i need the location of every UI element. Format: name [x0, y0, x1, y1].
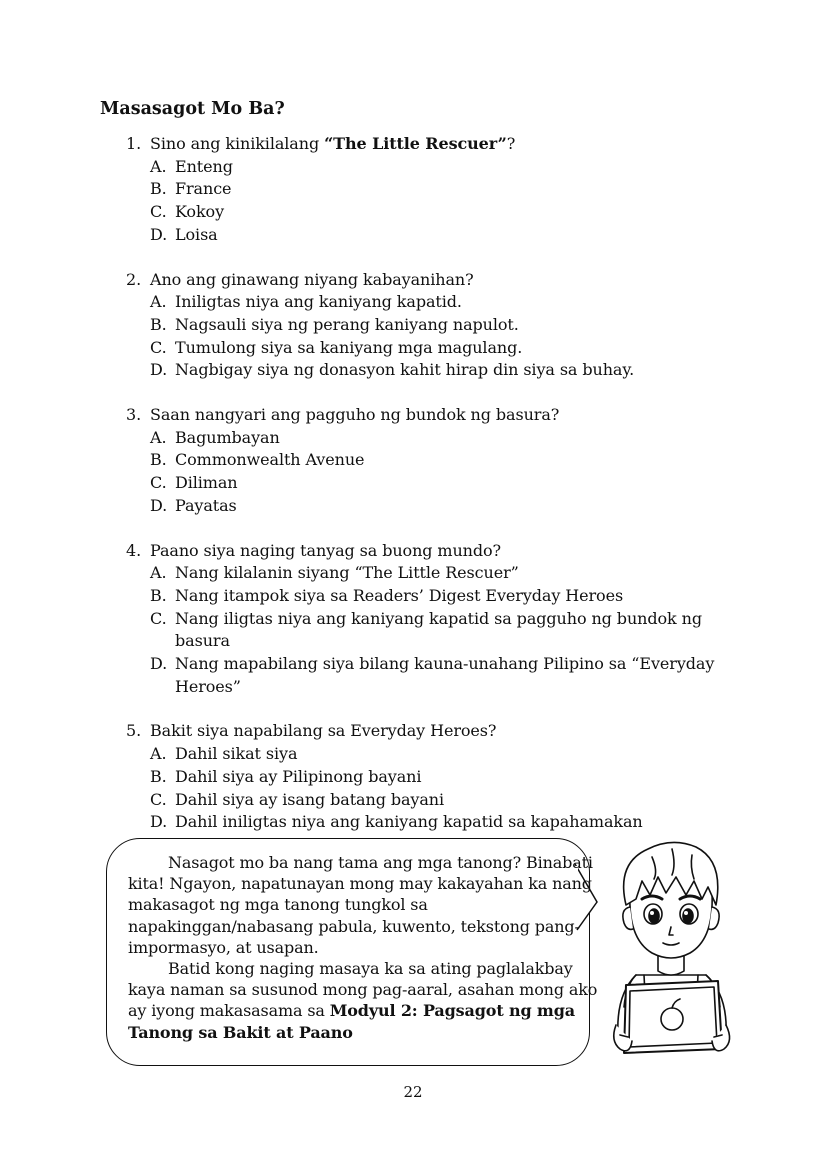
- choice-list: [126, 562, 736, 698]
- choice-a[interactable]: A. Nang kilalanin siyang “The Little Rescuer”: [150, 563, 519, 583]
- choice-a[interactable]: A. Iniligtas niya ang kaniyang kapatid.: [150, 292, 462, 312]
- question-text: Saan nangyari ang pagguho ng bundok ng basura?: [150, 405, 560, 425]
- bubble-paragraph-1: Nasagot mo ba nang tama ang mga tanong? Binabati kita! Ngayon, napatunayan mong may kakayahan ka nang makasagot ng mga tanong tungkol sa napakinggan/nabasang pabula, kuwento, tekstong pang-impormasyo, at usapan.: [128, 853, 593, 957]
- choice-b[interactable]: B. France: [150, 179, 232, 199]
- question-text: Bakit siya napabilang sa Everyday Heroes?: [150, 721, 497, 741]
- choice-b[interactable]: B. Nang itampok siya sa Readers’ Digest Everyday Heroes: [150, 585, 624, 605]
- choice-list: [126, 156, 736, 247]
- choice-list: [126, 743, 736, 834]
- next-module-title: Modyul 2: Pagsagot ng mga Tanong sa Bakit at Paano: [128, 1001, 575, 1042]
- speech-bubble-text: [128, 852, 598, 1043]
- question-highlight: “The Little Rescuer”: [324, 134, 507, 153]
- question-text: Sino ang kinikilalang “The Little Rescuer”?: [150, 134, 516, 153]
- bubble-paragraph-2: Batid kong naging masaya ka sa ating paglalakbay kaya naman sa susunod mong pag-aaral, asahan mong ako ay iyong makasasama sa Modyul 2: Pagsagot ng mga Tanong sa Bakit at Paano: [128, 959, 598, 1042]
- choice-d[interactable]: D. Payatas: [150, 495, 237, 515]
- choice-c[interactable]: C. Diliman: [150, 473, 238, 493]
- question-number: 5.: [126, 721, 142, 741]
- student-illustration-icon: [596, 835, 746, 1067]
- question-number: 3.: [126, 405, 142, 425]
- choice-list: [126, 427, 736, 518]
- question-2: [126, 269, 736, 383]
- choice-a[interactable]: A. Dahil sikat siya: [150, 744, 298, 764]
- choice-a[interactable]: A. Enteng: [150, 156, 233, 176]
- choice-d[interactable]: D. Nang mapabilang siya bilang kauna-unahang Pilipino sa “Everyday Heroes”: [150, 654, 715, 696]
- choice-list: [126, 291, 736, 382]
- question-1: [126, 133, 736, 247]
- question-text: Ano ang ginawang niyang kabayanihan?: [150, 269, 474, 289]
- question-number: 1.: [126, 134, 142, 153]
- choice-d[interactable]: D. Nagbigay siya ng donasyon kahit hirap din siya sa buhay.: [150, 360, 635, 380]
- choice-c[interactable]: C. Tumulong siya sa kaniyang mga magulang.: [150, 337, 523, 357]
- choice-b[interactable]: B. Commonwealth Avenue: [150, 450, 365, 470]
- choice-c[interactable]: C. Dahil siya ay isang batang bayani: [150, 789, 445, 809]
- question-number: 4.: [126, 540, 142, 560]
- question-4: [126, 540, 736, 699]
- question-3: [126, 404, 736, 518]
- choice-b[interactable]: B. Dahil siya ay Pilipinong bayani: [150, 766, 422, 786]
- section-heading: Masasagot Mo Ba?: [100, 99, 285, 119]
- choice-c[interactable]: C. Kokoy: [150, 202, 225, 222]
- choice-b[interactable]: B. Nagsauli siya ng perang kaniyang napulot.: [150, 314, 519, 334]
- question-5: [126, 720, 736, 834]
- choice-d[interactable]: D. Dahil iniligtas niya ang kaniyang kapatid sa kapahamakan: [150, 812, 643, 832]
- choice-c[interactable]: C. Nang iligtas niya ang kaniyang kapatid sa pagguho ng bundok ng basura: [150, 608, 702, 651]
- question-number: 2.: [126, 269, 142, 289]
- choice-a[interactable]: A. Bagumbayan: [150, 427, 280, 447]
- question-list: [126, 133, 736, 856]
- choice-d[interactable]: D. Loisa: [150, 224, 218, 244]
- page-number: 22: [403, 1083, 423, 1101]
- question-text: Paano siya naging tanyag sa buong mundo?: [150, 540, 502, 560]
